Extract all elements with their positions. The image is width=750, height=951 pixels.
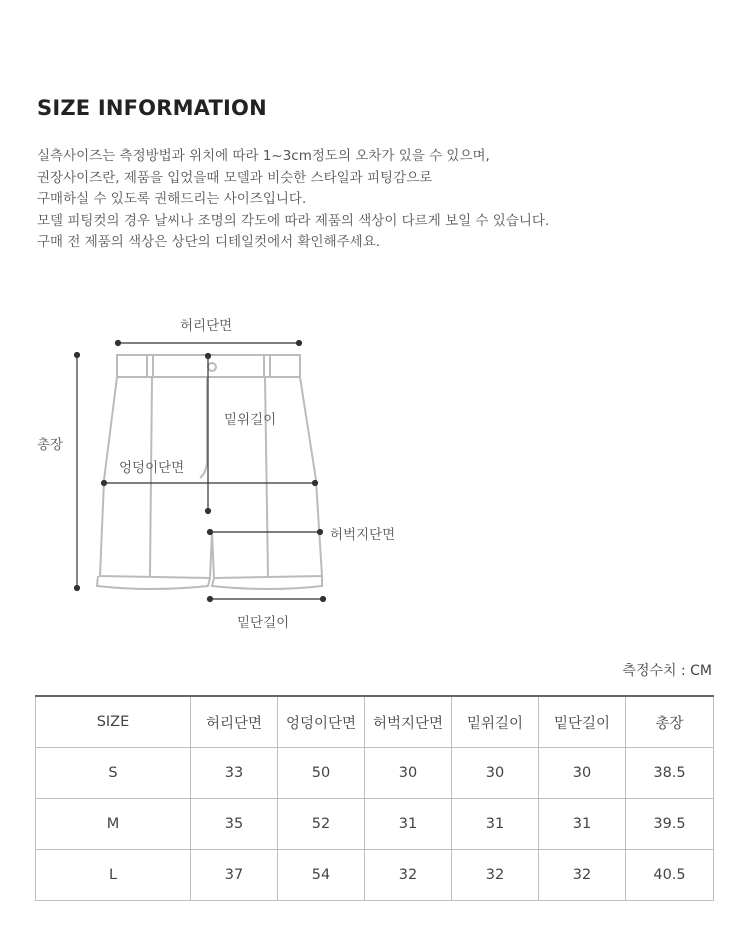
cell-value: 32 bbox=[365, 850, 452, 901]
header-hem: 밑단길이 bbox=[539, 696, 626, 748]
note-line: 권장사이즈란, 제품을 입었을때 모델과 비슷한 스타일과 피팅감으로 bbox=[37, 169, 433, 186]
cell-value: 31 bbox=[452, 799, 539, 850]
note-line: 구매 전 제품의 색상은 상단의 디테일컷에서 확인해주세요. bbox=[37, 234, 381, 250]
cell-value: 30 bbox=[365, 748, 452, 799]
cell-value: 31 bbox=[365, 799, 452, 850]
cell-size: L bbox=[36, 850, 191, 901]
unit-label: 측정수치 : CM bbox=[622, 663, 712, 679]
cell-value: 33 bbox=[191, 748, 278, 799]
cell-size: M bbox=[36, 799, 191, 850]
shorts-illustration bbox=[0, 300, 750, 640]
label-thigh: 허벅지단면 bbox=[330, 527, 396, 543]
header-total-length: 총장 bbox=[626, 696, 714, 748]
header-rise: 밑위길이 bbox=[452, 696, 539, 748]
cell-value: 35 bbox=[191, 799, 278, 850]
label-hem: 밑단길이 bbox=[237, 615, 290, 631]
header-waist: 허리단면 bbox=[191, 696, 278, 748]
cell-value: 37 bbox=[191, 850, 278, 901]
cell-size: S bbox=[36, 748, 191, 799]
header-size: SIZE bbox=[36, 696, 191, 748]
size-notes bbox=[37, 146, 549, 254]
table-row bbox=[36, 850, 714, 901]
cell-value: 31 bbox=[539, 799, 626, 850]
table-row bbox=[36, 799, 714, 850]
header-thigh: 허벅지단면 bbox=[365, 696, 452, 748]
cell-value: 50 bbox=[278, 748, 365, 799]
cell-value: 52 bbox=[278, 799, 365, 850]
cell-value: 30 bbox=[452, 748, 539, 799]
page-title: SIZE INFORMATION bbox=[37, 96, 267, 120]
table-row bbox=[36, 748, 714, 799]
cell-value: 32 bbox=[452, 850, 539, 901]
cell-value: 30 bbox=[539, 748, 626, 799]
cell-value: 32 bbox=[539, 850, 626, 901]
note-line: 구매하실 수 있도록 권해드리는 사이즈입니다. bbox=[37, 191, 307, 207]
table-header-row bbox=[36, 696, 714, 748]
cell-value: 38.5 bbox=[626, 748, 714, 799]
label-waist: 허리단면 bbox=[180, 318, 233, 334]
note-line: 모델 피팅컷의 경우 날씨나 조명의 각도에 따라 제품의 색상이 다르게 보일 수 있습니다. bbox=[37, 212, 550, 229]
size-table bbox=[35, 695, 714, 901]
cell-value: 39.5 bbox=[626, 799, 714, 850]
label-rise: 밑위길이 bbox=[224, 412, 277, 428]
measurement-lines bbox=[75, 341, 326, 602]
label-total-length: 총장 bbox=[37, 437, 64, 453]
label-hip: 엉덩이단면 bbox=[119, 460, 185, 476]
cell-value: 54 bbox=[278, 850, 365, 901]
note-line: 실측사이즈는 측정방법과 위치에 따라 1~3cm정도의 오차가 있을 수 있으며, bbox=[37, 148, 490, 164]
header-hip: 엉덩이단면 bbox=[278, 696, 365, 748]
cell-value: 40.5 bbox=[626, 850, 714, 901]
shorts-measurement-diagram bbox=[0, 300, 750, 640]
